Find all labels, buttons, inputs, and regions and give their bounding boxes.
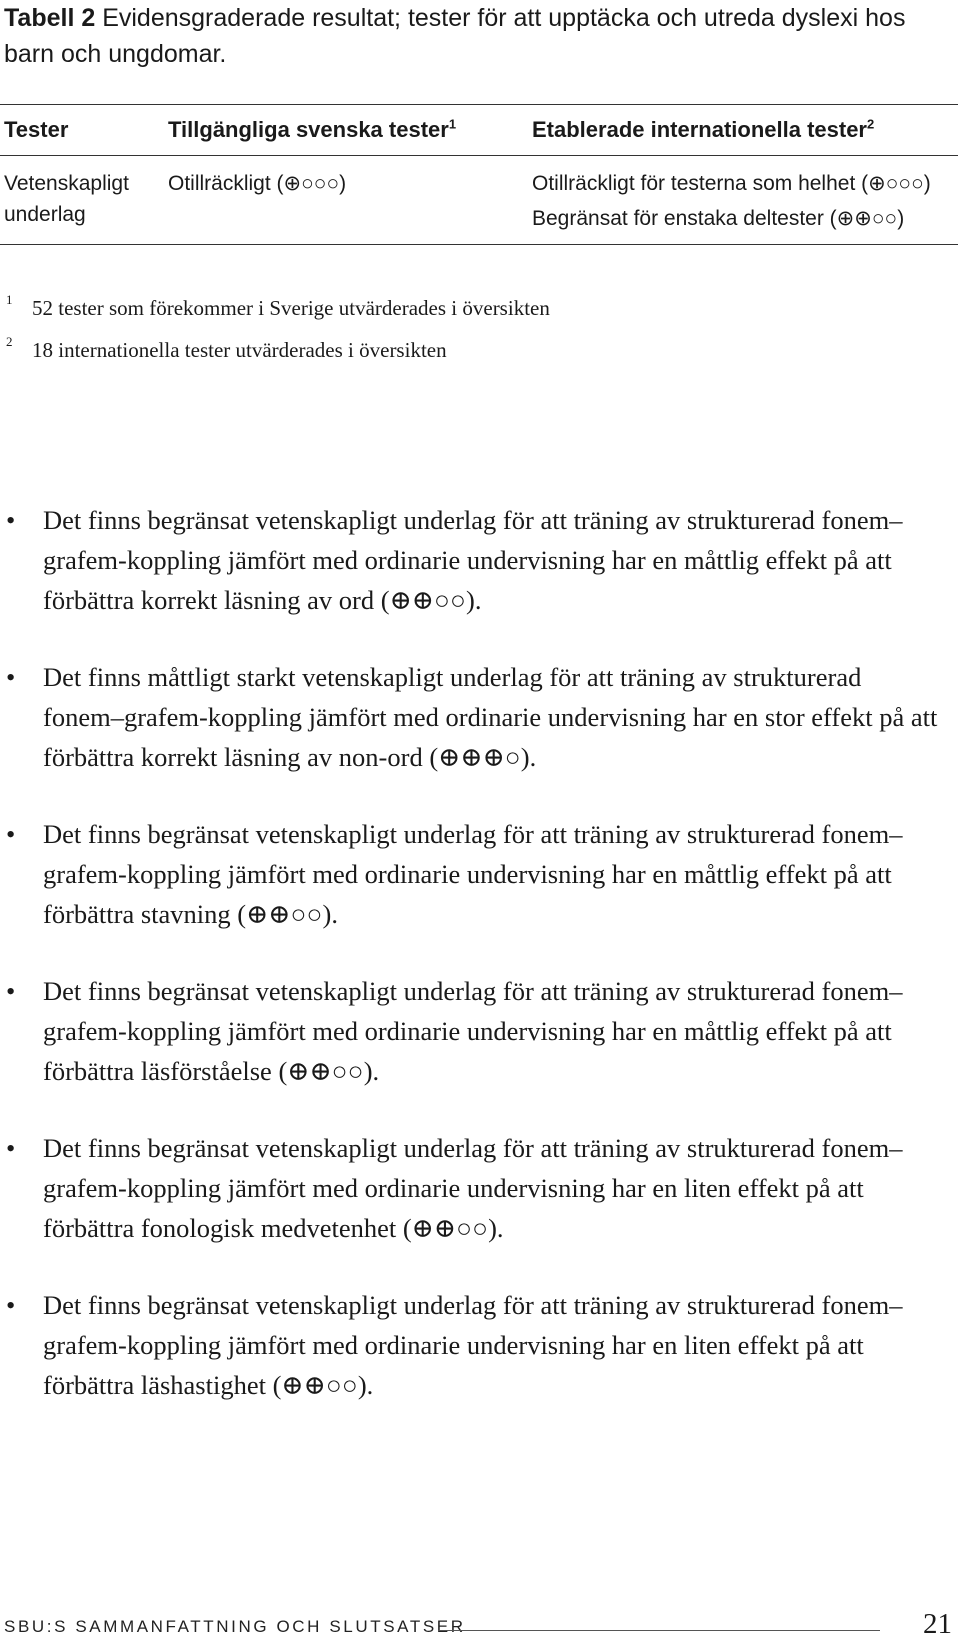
table-header-row	[0, 105, 958, 156]
running-footer-title: SBU:S SAMMANFATTNING OCH SLUTSATSER	[4, 1617, 466, 1636]
bullet-text: Det finns måttligt starkt vetenskapligt underlag för att träning av strukturerad fonem–grafem-koppling jämfört med ordinarie undervisning har en stor effekt på att förbättra korrekt läsning av non-ord (⊕⊕⊕○).	[43, 662, 938, 772]
bullet-icon: •	[6, 1290, 16, 1320]
caption-text: Evidensgraderade resultat; tester för att upptäcka och utreda dyslexi hos barn och ungdomar.	[4, 4, 906, 68]
header-tester: Tester	[4, 117, 69, 142]
table-row	[0, 156, 958, 244]
footnote-ref-2: 2	[867, 116, 875, 132]
header-swedish-tests	[168, 117, 532, 143]
header-swedish-label: Tillgängliga svenska tester	[168, 117, 449, 142]
list-item	[0, 814, 945, 934]
row-label: Vetenskapligt underlag	[4, 172, 129, 226]
list-item	[0, 657, 945, 777]
cell-international-evidence	[532, 168, 956, 234]
bullet-text: Det finns begränsat vetenskapligt underlag för att träning av strukturerad fonem–grafem-koppling jämfört med ordinarie undervisning har en liten effekt på att förbättra läshastighet (⊕⊕○○).	[43, 1290, 903, 1400]
footer-divider	[438, 1630, 880, 1631]
bullet-text: Det finns begränsat vetenskapligt underlag för att träning av strukturerad fonem–grafem-koppling jämfört med ordinarie undervisning har en måttlig effekt på att förbättra läsförståelse (⊕⊕○○).	[43, 976, 903, 1086]
evidence-table	[0, 104, 958, 245]
list-item	[0, 971, 945, 1091]
table-caption	[4, 0, 934, 72]
bullet-icon: •	[6, 662, 16, 692]
footnote-ref-1: 1	[448, 116, 457, 132]
list-item	[0, 1285, 945, 1405]
header-international-tests	[532, 117, 956, 143]
cell-international-line-2: Begränsat för enstaka deltester (⊕⊕○○)	[532, 207, 905, 230]
header-international-label: Etablerade internationella tester	[532, 117, 867, 142]
bullet-text: Det finns begränsat vetenskapligt underlag för att träning av strukturerad fonem–grafem-koppling jämfört med ordinarie undervisning har en liten effekt på att förbättra fonologisk medvetenhet (⊕⊕○○).	[43, 1133, 903, 1243]
page-number: 21	[923, 1608, 952, 1640]
bullet-icon: •	[6, 976, 16, 1006]
conclusion-list	[0, 500, 960, 1442]
bullet-text: Det finns begränsat vetenskapligt underlag för att träning av strukturerad fonem–grafem-koppling jämfört med ordinarie undervisning har en måttlig effekt på att förbättra korrekt läsning av ord (⊕⊕○○).	[43, 505, 903, 615]
cell-swedish-evidence: Otillräckligt (⊕○○○)	[168, 172, 347, 195]
footnote-1	[0, 292, 958, 338]
caption-label: Tabell 2	[4, 4, 96, 32]
list-item	[0, 500, 945, 620]
footnote-2	[0, 334, 958, 380]
footnote-number: 1	[6, 292, 13, 307]
footnotes	[0, 292, 958, 380]
list-item	[0, 1128, 945, 1248]
cell-international-line-1: Otillräckligt för testerna som helhet (⊕○○○)	[532, 172, 931, 195]
bullet-icon: •	[6, 1133, 16, 1163]
footnote-number: 2	[6, 334, 13, 349]
bullet-icon: •	[6, 819, 16, 849]
bullet-text: Det finns begränsat vetenskapligt underlag för att träning av strukturerad fonem–grafem-koppling jämfört med ordinarie undervisning har en måttlig effekt på att förbättra stavning (⊕⊕○○).	[43, 819, 903, 929]
footnote-text: 18 internationella tester utvärderades i översikten	[32, 338, 447, 362]
bullet-icon: •	[6, 505, 16, 535]
footnote-text: 52 tester som förekommer i Sverige utvärderades i översikten	[32, 296, 550, 320]
